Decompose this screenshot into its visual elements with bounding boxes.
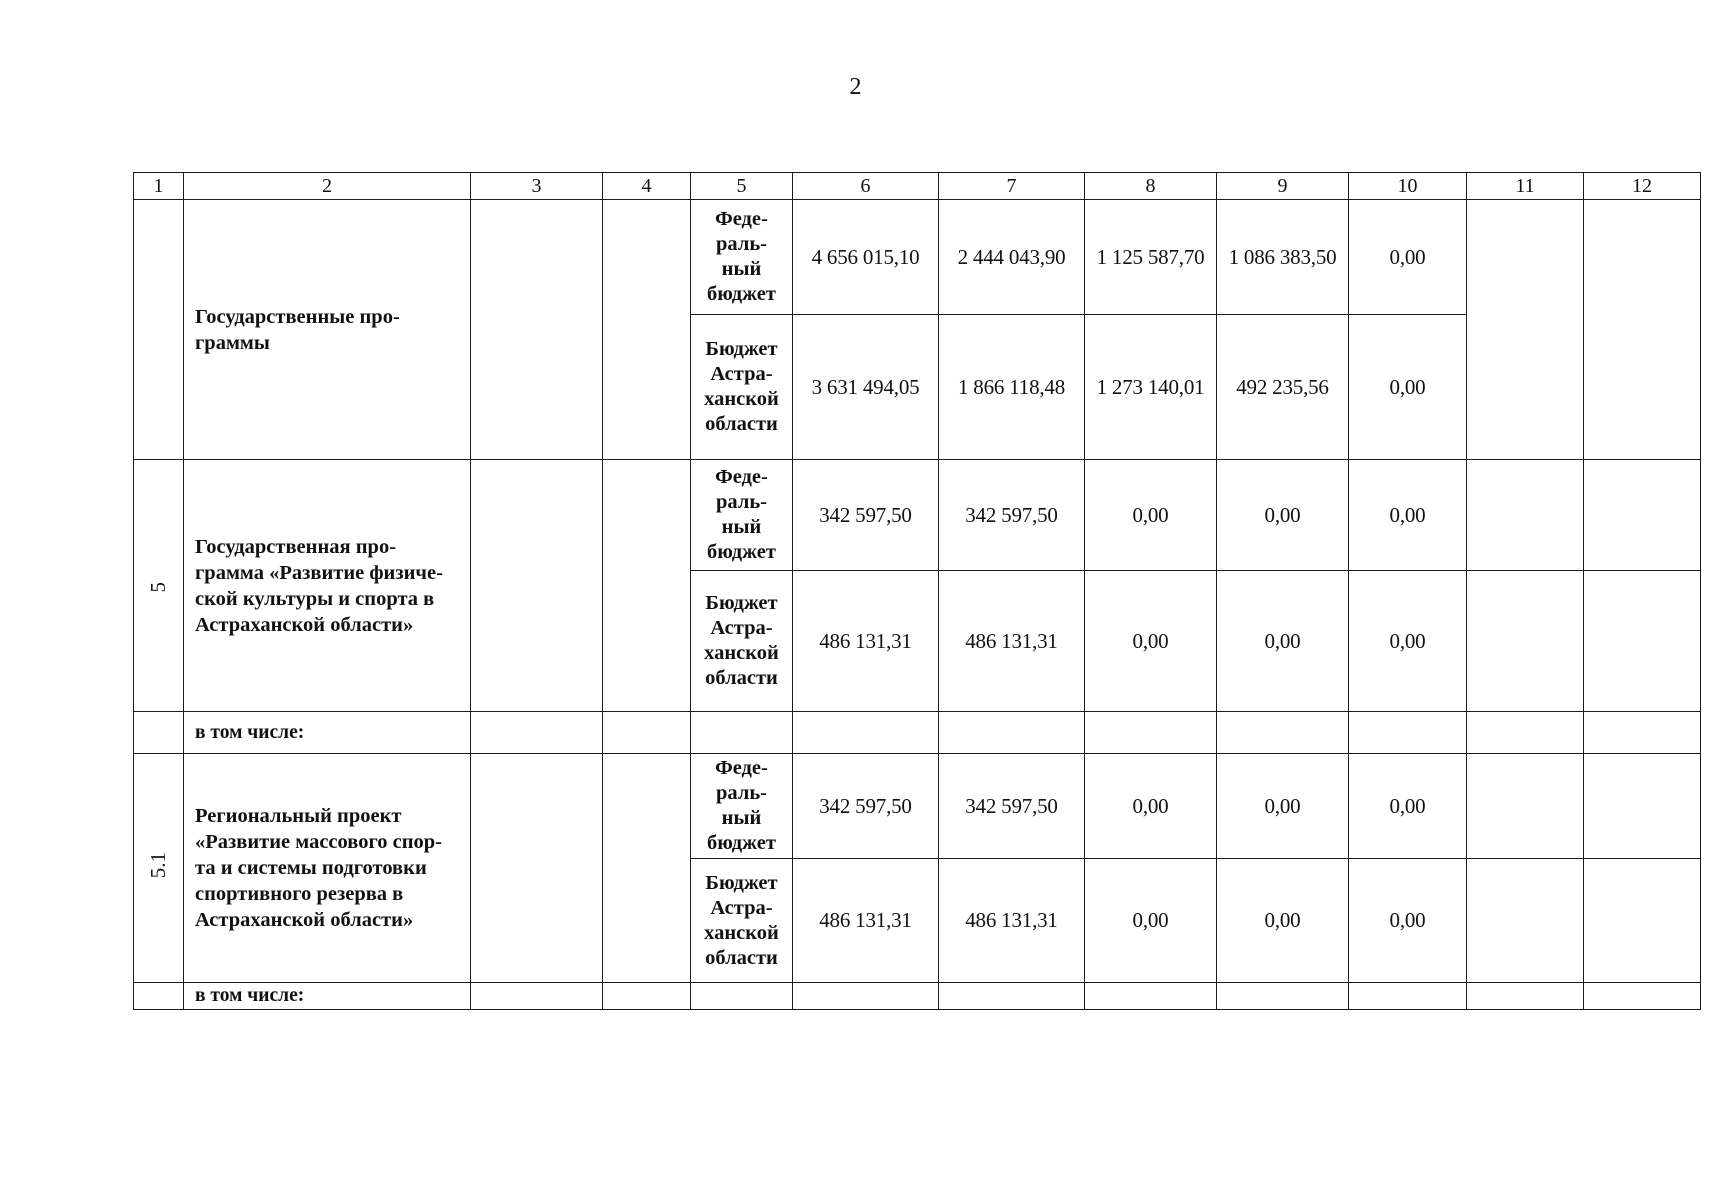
table-row (134, 460, 1701, 571)
empty-cell (603, 712, 691, 754)
empty-cell (134, 712, 184, 754)
value-cell: 486 131,31 (793, 859, 939, 983)
empty-cell (691, 712, 793, 754)
column-header: 2 (184, 173, 471, 200)
empty-cell (1584, 712, 1701, 754)
page-number: 2 (849, 74, 862, 100)
empty-cell (793, 712, 939, 754)
empty-cell (1349, 983, 1467, 1010)
table-row (134, 754, 1701, 859)
value-cell: 0,00 (1349, 859, 1467, 983)
value-cell: 1 125 587,70 (1085, 200, 1217, 315)
empty-cell (471, 754, 603, 983)
empty-cell (691, 983, 793, 1010)
empty-cell (134, 983, 184, 1010)
including-label: в том числе: (184, 983, 471, 1010)
value-cell: 342 597,50 (793, 460, 939, 571)
empty-cell (1085, 712, 1217, 754)
value-cell: 342 597,50 (793, 754, 939, 859)
value-cell: 0,00 (1217, 571, 1349, 712)
empty-cell (1467, 754, 1584, 859)
column-header: 4 (603, 173, 691, 200)
row-number-cell (134, 200, 184, 460)
value-cell: 1 273 140,01 (1085, 315, 1217, 460)
including-label: в том числе: (184, 712, 471, 754)
value-cell: 4 656 015,10 (793, 200, 939, 315)
value-cell: 0,00 (1217, 460, 1349, 571)
column-header: 8 (1085, 173, 1217, 200)
value-cell: 3 631 494,05 (793, 315, 939, 460)
empty-cell (1584, 754, 1701, 859)
column-header: 6 (793, 173, 939, 200)
empty-cell (1349, 712, 1467, 754)
value-cell: 0,00 (1085, 460, 1217, 571)
budget-table (133, 172, 1701, 1010)
funding-source-federal: Феде- раль- ный бюджет (691, 200, 793, 315)
value-cell: 0,00 (1085, 754, 1217, 859)
row-name: Региональный проект «Развитие массового спор- та и системы подготовки спортивного резерва в Астраханской области» (184, 754, 471, 983)
empty-cell (471, 712, 603, 754)
value-cell: 0,00 (1349, 754, 1467, 859)
empty-cell (1467, 859, 1584, 983)
empty-cell (1584, 859, 1701, 983)
value-cell: 1 866 118,48 (939, 315, 1085, 460)
column-header: 3 (471, 173, 603, 200)
empty-cell (1085, 983, 1217, 1010)
value-cell: 0,00 (1217, 754, 1349, 859)
empty-cell (1467, 571, 1584, 712)
empty-cell (471, 460, 603, 712)
table-row (134, 712, 1701, 754)
column-header: 10 (1349, 173, 1467, 200)
row-name: Государственные про- граммы (184, 200, 471, 460)
value-cell: 0,00 (1085, 859, 1217, 983)
column-number-row (134, 173, 1701, 200)
empty-cell (471, 200, 603, 460)
value-cell: 2 444 043,90 (939, 200, 1085, 315)
empty-cell (1217, 712, 1349, 754)
value-cell: 0,00 (1349, 200, 1467, 315)
column-header: 1 (134, 173, 184, 200)
row-number-cell (134, 460, 184, 712)
empty-cell (939, 983, 1085, 1010)
table-row (134, 983, 1701, 1010)
value-cell: 486 131,31 (793, 571, 939, 712)
empty-cell (1584, 571, 1701, 712)
empty-cell (471, 983, 603, 1010)
empty-cell (1584, 983, 1701, 1010)
funding-source-regional: Бюджет Астра- ханской области (691, 571, 793, 712)
empty-cell (1467, 460, 1584, 571)
empty-cell (1467, 983, 1584, 1010)
column-header: 5 (691, 173, 793, 200)
empty-cell (793, 983, 939, 1010)
funding-source-federal: Феде- раль- ный бюджет (691, 754, 793, 859)
empty-cell (603, 460, 691, 712)
row-number: 5 (146, 581, 170, 592)
column-header: 7 (939, 173, 1085, 200)
value-cell: 0,00 (1217, 859, 1349, 983)
empty-cell (1217, 983, 1349, 1010)
funding-source-federal: Феде- раль- ный бюджет (691, 460, 793, 571)
empty-cell (603, 983, 691, 1010)
column-header: 12 (1584, 173, 1701, 200)
row-number: 5.1 (146, 851, 170, 879)
row-name: Государственная про- грамма «Развитие физиче- ской культуры и спорта в Астраханской области» (184, 460, 471, 712)
empty-cell (1467, 712, 1584, 754)
empty-cell (1584, 200, 1701, 460)
value-cell: 0,00 (1349, 315, 1467, 460)
empty-cell (939, 712, 1085, 754)
column-header: 9 (1217, 173, 1349, 200)
value-cell: 492 235,56 (1217, 315, 1349, 460)
value-cell: 0,00 (1085, 571, 1217, 712)
value-cell: 486 131,31 (939, 859, 1085, 983)
value-cell: 342 597,50 (939, 460, 1085, 571)
value-cell: 486 131,31 (939, 571, 1085, 712)
value-cell: 0,00 (1349, 460, 1467, 571)
value-cell: 0,00 (1349, 571, 1467, 712)
column-header: 11 (1467, 173, 1584, 200)
empty-cell (1584, 460, 1701, 571)
empty-cell (603, 754, 691, 983)
row-number-cell (134, 754, 184, 983)
empty-cell (603, 200, 691, 460)
empty-cell (1467, 200, 1584, 460)
value-cell: 342 597,50 (939, 754, 1085, 859)
funding-source-regional: Бюджет Астра- ханской области (691, 315, 793, 460)
table-row (134, 200, 1701, 315)
funding-source-regional: Бюджет Астра- ханской области (691, 859, 793, 983)
value-cell: 1 086 383,50 (1217, 200, 1349, 315)
